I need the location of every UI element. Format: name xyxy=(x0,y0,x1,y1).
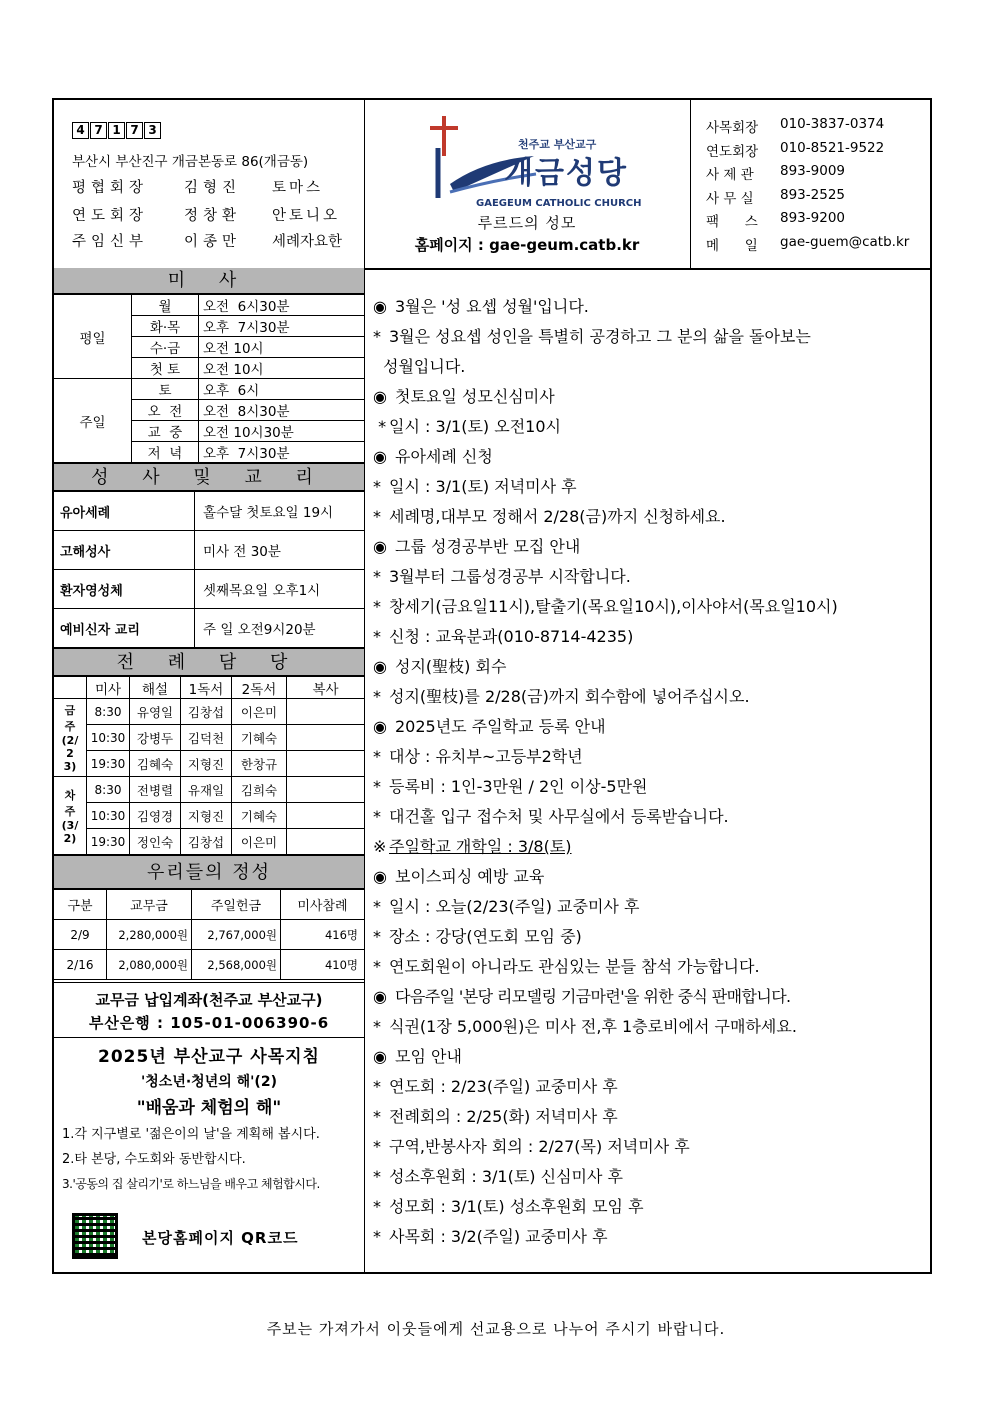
liturgy-title: 전 례 담 당 xyxy=(54,648,364,676)
weekday-label: 평일 xyxy=(54,295,132,379)
notice-bullet: ◉ xyxy=(373,537,387,556)
notice-line xyxy=(373,684,750,707)
notice-line xyxy=(373,594,838,617)
notice-heading xyxy=(373,294,589,317)
notice-line xyxy=(373,744,583,767)
bulletin-frame xyxy=(52,98,932,1274)
contact-row xyxy=(706,234,909,254)
church-name: 개금성당 xyxy=(504,156,628,191)
notice-bullet: * xyxy=(373,807,381,826)
notice-bullet: * xyxy=(373,567,381,586)
offering-date: 2/16 xyxy=(54,950,107,980)
sacraments-title: 성 사 및 교 리 xyxy=(54,463,364,491)
offering-sunday: 2,568,000원 xyxy=(192,950,281,980)
mass-day: 월 xyxy=(132,295,199,316)
notice-bullet: * xyxy=(373,897,381,916)
account-line1: 교무금 납입계좌(천주교 부산교구) xyxy=(95,991,323,1009)
liturgy-server xyxy=(287,725,365,751)
contact-value: 893-9200 xyxy=(780,210,845,226)
liturgy-time: 19:30 xyxy=(87,751,130,777)
notice-text: 일시 : 오늘(2/23(주일) 교중미사 후 xyxy=(389,897,640,916)
notice-text: 유아세례 신청 xyxy=(395,447,493,466)
notice-line xyxy=(373,1164,623,1187)
contact-value: 893-9009 xyxy=(780,163,845,179)
notice-bullet: * xyxy=(373,597,381,616)
notice-bullet: * xyxy=(373,507,381,526)
notice-text: 연도회 : 2/23(주일) 교중미사 후 xyxy=(389,1077,618,1096)
notice-text: 대건홀 입구 접수처 및 사무실에서 등록받습니다. xyxy=(389,807,729,826)
notice-line xyxy=(373,1194,644,1217)
contact-label: 사목회장 xyxy=(706,120,759,136)
notices-column xyxy=(365,268,930,1272)
mass-time: 오전 10시 xyxy=(199,358,365,379)
offering-date: 2/9 xyxy=(54,920,107,950)
mass-day: 교 중 xyxy=(132,421,199,442)
officer-row xyxy=(72,204,340,225)
notice-bullet: * xyxy=(373,627,381,646)
notice-bullet: * xyxy=(373,1017,381,1036)
liturgy-time: 19:30 xyxy=(87,829,130,855)
contact-row xyxy=(706,163,845,183)
notice-heading xyxy=(373,1044,462,1067)
notice-heading xyxy=(373,654,506,677)
sacrament-name: 유아세례 xyxy=(54,492,195,531)
sacrament-name: 고해성사 xyxy=(54,531,195,570)
sacrament-value: 주 일 오전9시20분 xyxy=(195,609,365,648)
liturgy-reading1: 지형진 xyxy=(181,803,232,829)
liturgy-reading2: 기혜숙 xyxy=(232,725,287,751)
notice-text: 등록비 : 1인-3만원 / 2인 이상-5만원 xyxy=(389,777,648,796)
header-logo xyxy=(364,100,691,268)
notice-text: 모임 안내 xyxy=(395,1047,462,1066)
account-box xyxy=(54,982,364,1038)
notice-line xyxy=(373,834,572,857)
liturgy-header: 미사 xyxy=(87,677,130,699)
pastoral-item: 1.각 지구별로 '젊은이의 날'을 계획해 봅시다. xyxy=(62,1127,320,1142)
contact-row xyxy=(706,187,845,207)
officer-role: 주임신부 xyxy=(72,234,149,250)
notice-bullet: ※ xyxy=(373,837,387,856)
liturgy-commentary: 김혜숙 xyxy=(130,751,181,777)
notice-line xyxy=(373,474,577,497)
liturgy-reading1: 김창섭 xyxy=(181,699,232,725)
sacrament-name: 예비신자 교리 xyxy=(54,609,195,648)
liturgy-commentary: 전병렬 xyxy=(130,777,181,803)
notice-bullet: * xyxy=(373,1077,381,1096)
mass-title: 미 사 xyxy=(54,268,364,294)
notice-text: 창세기(금요일11시),탈출기(목요일10시),이사야서(목요일10시) xyxy=(389,597,838,616)
left-column xyxy=(54,268,365,1272)
mass-time: 오전 8시30분 xyxy=(199,400,365,421)
liturgy-server xyxy=(287,829,365,855)
liturgy-commentary: 강병두 xyxy=(130,725,181,751)
liturgy-header: 1독서 xyxy=(181,677,232,699)
mass-time: 오후 7시30분 xyxy=(199,316,365,337)
liturgy-server xyxy=(287,751,365,777)
notice-text: 다음주일 '본당 리모델링 기금마련'을 위한 중식 판매합니다. xyxy=(395,987,791,1006)
liturgy-reading2: 이은미 xyxy=(232,699,287,725)
church-name-en: GAEGEUM CATHOLIC CHURCH xyxy=(476,198,642,209)
notice-line xyxy=(373,924,582,947)
sacrament-value: 홀수달 첫토요일 19시 xyxy=(195,492,365,531)
liturgy-reading2: 한창규 xyxy=(232,751,287,777)
account-line2: 부산은행 : 105-01-006390-6 xyxy=(88,1014,330,1032)
mass-time: 오전 10시 xyxy=(199,337,365,358)
notice-line xyxy=(373,414,561,437)
qr-label: 본당홈페이지 QR코드 xyxy=(142,1229,299,1247)
pastoral-box xyxy=(54,1038,364,1197)
patron-saint: 루르드의 성모 xyxy=(477,214,577,232)
notice-bullet: * xyxy=(373,747,381,766)
notice-bullet: * xyxy=(373,1107,381,1126)
zip-digit: 7 xyxy=(126,122,143,139)
notice-text: 성지(聖枝)를 2/28(금)까지 회수함에 넣어주십시오. xyxy=(389,687,750,706)
officer-role: 연도회장 xyxy=(72,208,149,224)
notice-line xyxy=(373,1134,690,1157)
offerings-header: 교무금 xyxy=(107,890,192,920)
notice-bullet: * xyxy=(373,1167,381,1186)
notice-bullet: * xyxy=(373,957,381,976)
notice-text: 연도회원이 아니라도 관심있는 분들 참석 가능합니다. xyxy=(389,957,760,976)
offering-attendance: 416명 xyxy=(281,920,365,950)
mass-time: 오후 7시30분 xyxy=(199,442,365,463)
notice-bullet: * xyxy=(373,1137,381,1156)
notice-bullet: ◉ xyxy=(373,867,387,886)
notice-text: 성소후원회 : 3/1(토) 신심미사 후 xyxy=(389,1167,623,1186)
liturgy-header: 해설 xyxy=(130,677,181,699)
notice-bullet: * xyxy=(373,327,381,346)
officer-row xyxy=(72,176,323,197)
mass-time: 오전 6시30분 xyxy=(199,295,365,316)
diocese-name: 천주교 부산교구 xyxy=(518,138,597,151)
liturgy-corner xyxy=(54,677,87,699)
offerings-header: 구분 xyxy=(54,890,107,920)
notice-bullet: * xyxy=(373,417,387,436)
notice-text: 식권(1장 5,000원)은 미사 전,후 1층로비에서 구매하세요. xyxy=(389,1017,797,1036)
zip-digit: 7 xyxy=(90,122,107,139)
week-label: 금주(2/23) xyxy=(54,699,87,777)
notice-text: 대상 : 유치부~고등부2학년 xyxy=(389,747,583,766)
notice-bullet: * xyxy=(373,1227,381,1246)
notice-text: 그룹 성경공부반 모집 안내 xyxy=(395,537,581,556)
zip-digit: 4 xyxy=(72,122,89,139)
liturgy-time: 8:30 xyxy=(87,699,130,725)
notice-line xyxy=(373,1074,618,1097)
notice-bullet: ◉ xyxy=(373,987,387,1006)
offerings-header: 주일헌금 xyxy=(192,890,281,920)
zip-digit: 3 xyxy=(144,122,161,139)
notice-text: 2025년도 주일학교 등록 안내 xyxy=(395,717,606,736)
liturgy-time: 10:30 xyxy=(87,803,130,829)
contact-label: 메 일 xyxy=(706,238,758,254)
notice-text: 3월부터 그룹성경공부 시작합니다. xyxy=(389,567,631,586)
contact-value: 893-2525 xyxy=(780,187,845,203)
homepage-link[interactable]: 홈페이지 : gae-geum.catb.kr xyxy=(414,236,640,254)
notice-line xyxy=(373,504,726,527)
notice-bullet: ◉ xyxy=(373,717,387,736)
notice-line xyxy=(373,1104,618,1127)
liturgy-commentary: 김영경 xyxy=(130,803,181,829)
contact-row xyxy=(706,116,884,136)
notice-bullet: * xyxy=(373,687,381,706)
contacts xyxy=(690,100,930,268)
liturgy-server xyxy=(287,803,365,829)
offering-sunday: 2,767,000원 xyxy=(192,920,281,950)
offering-dues: 2,080,000원 xyxy=(107,950,192,980)
contact-row xyxy=(706,210,845,230)
sacraments-table xyxy=(54,491,364,648)
mass-day: 수·금 xyxy=(132,337,199,358)
liturgy-reading1: 지형진 xyxy=(181,751,232,777)
liturgy-reading2: 이은미 xyxy=(232,829,287,855)
officer-name: 이종만 xyxy=(184,234,242,250)
notice-bullet: * xyxy=(373,777,381,796)
sacrament-name: 환자영성체 xyxy=(54,570,195,609)
notice-heading xyxy=(373,384,555,407)
notice-text: 성지(聖枝) 회수 xyxy=(395,657,507,676)
pastoral-subtitle: '청소년·청년의 해'(2) xyxy=(141,1074,277,1090)
notice-line xyxy=(373,894,639,917)
pastoral-title: 2025년 부산교구 사목지침 xyxy=(98,1047,320,1067)
notice-line xyxy=(373,564,631,587)
notice-line xyxy=(373,354,465,377)
notice-text: 주일학교 개학일 : 3/8(토) xyxy=(389,837,572,856)
contact-value[interactable]: gae-guem@catb.kr xyxy=(780,234,910,250)
officer-row xyxy=(72,230,342,251)
officer-baptism: 세례자요한 xyxy=(272,234,343,250)
mass-day: 화·목 xyxy=(132,316,199,337)
offerings-header: 미사참례 xyxy=(281,890,365,920)
notice-text: 장소 : 강당(연도회 모임 중) xyxy=(389,927,582,946)
liturgy-header: 복사 xyxy=(287,677,365,699)
liturgy-reading1: 김덕천 xyxy=(181,725,232,751)
cross-bar xyxy=(430,126,458,130)
sacrament-value: 셋째목요일 오후1시 xyxy=(195,570,365,609)
contact-label: 팩 스 xyxy=(706,214,758,230)
offerings-title: 우리들의 정성 xyxy=(54,855,364,889)
notice-text: 신청 : 교육분과(010-8714-4235) xyxy=(389,627,634,646)
notice-text: 일시 : 3/1(토) 오전10시 xyxy=(389,417,561,436)
qr-code-icon[interactable] xyxy=(72,1213,118,1259)
notice-text: 사목회 : 3/2(주일) 교중미사 후 xyxy=(389,1227,608,1246)
notice-bullet: ◉ xyxy=(373,447,387,466)
officer-baptism: 토마스 xyxy=(272,180,324,196)
notice-text: 전례회의 : 2/25(화) 저녁미사 후 xyxy=(389,1107,618,1126)
notice-line xyxy=(373,1014,797,1037)
mass-day: 저 녁 xyxy=(132,442,199,463)
notice-text: 3월은 성요셉 성인을 특별히 공경하고 그 분의 삶을 돌아보는 xyxy=(389,327,811,346)
contact-label: 연도회장 xyxy=(706,144,759,160)
notice-text: 세례명,대부모 정해서 2/28(금)까지 신청하세요. xyxy=(389,507,726,526)
officer-name: 정창환 xyxy=(184,208,242,224)
notice-heading xyxy=(373,714,606,737)
notice-line xyxy=(373,774,648,797)
notice-line xyxy=(373,324,811,347)
mass-day: 첫 토 xyxy=(132,358,199,379)
contact-label: 사 무 실 xyxy=(706,191,754,207)
notice-bullet: ◉ xyxy=(373,1047,387,1066)
header xyxy=(54,100,930,270)
mass-time: 오전 10시30분 xyxy=(199,421,365,442)
footer-note: 주보는 가져가서 이웃들에게 선교용으로 나누어 주시기 바랍니다. xyxy=(266,1320,726,1338)
mass-time: 오후 6시 xyxy=(199,379,365,400)
notice-text: 성모회 : 3/1(토) 성소후원회 모임 후 xyxy=(389,1197,644,1216)
liturgy-table xyxy=(54,676,364,855)
offering-attendance: 410명 xyxy=(281,950,365,980)
liturgy-commentary: 정인숙 xyxy=(130,829,181,855)
pastoral-item: 3.'공동의 집 살리기'로 하느님을 배우고 체험합시다. xyxy=(62,1177,320,1191)
liturgy-header: 2독서 xyxy=(232,677,287,699)
notice-heading xyxy=(373,864,544,887)
liturgy-server xyxy=(287,777,365,803)
liturgy-reading1: 김창섭 xyxy=(181,829,232,855)
notice-text: 성월입니다. xyxy=(383,357,466,376)
notice-text: 일시 : 3/1(토) 저녁미사 후 xyxy=(389,477,577,496)
sacrament-value: 미사 전 30분 xyxy=(195,531,365,570)
pastoral-item: 2.타 본당, 수도회와 동반합시다. xyxy=(62,1152,246,1167)
mass-day: 오 전 xyxy=(132,400,199,421)
church-logo xyxy=(424,106,654,216)
pastoral-motto: "배움과 체험의 해" xyxy=(136,1098,282,1118)
contact-value: 010-8521-9522 xyxy=(780,140,885,156)
contact-label: 사 제 관 xyxy=(706,167,754,183)
address: 부산시 부산진구 개금본동로 86(개금동) xyxy=(72,154,309,170)
offering-dues: 2,280,000원 xyxy=(107,920,192,950)
notice-text: 첫토요일 성모신심미사 xyxy=(395,387,555,406)
liturgy-reading1: 유재일 xyxy=(181,777,232,803)
contact-row xyxy=(706,140,884,160)
notice-line xyxy=(373,624,633,647)
notice-bullet: ◉ xyxy=(373,657,387,676)
liturgy-time: 10:30 xyxy=(87,725,130,751)
zip-digit: 1 xyxy=(108,122,125,139)
mass-day: 토 xyxy=(132,379,199,400)
liturgy-time: 8:30 xyxy=(87,777,130,803)
notice-bullet: * xyxy=(373,477,381,496)
notice-bullet: * xyxy=(373,1197,381,1216)
notice-heading xyxy=(373,444,493,467)
mass-table xyxy=(54,294,364,463)
officer-role: 평협회장 xyxy=(72,180,149,196)
notice-bullet: ◉ xyxy=(373,297,387,316)
liturgy-reading2: 기혜숙 xyxy=(232,803,287,829)
notice-bullet: * xyxy=(373,927,381,946)
officer-name: 김형진 xyxy=(184,180,242,196)
sunday-label: 주일 xyxy=(54,379,132,463)
liturgy-reading2: 김희숙 xyxy=(232,777,287,803)
notice-bullet: ◉ xyxy=(373,387,387,406)
notice-text: 구역,반봉사자 회의 : 2/27(목) 저녁미사 후 xyxy=(389,1137,690,1156)
offerings-table xyxy=(54,889,364,980)
header-left xyxy=(54,100,365,268)
contact-value: 010-3837-0374 xyxy=(780,116,885,132)
notice-text: 3월은 '성 요셉 성월'입니다. xyxy=(395,297,589,316)
liturgy-server xyxy=(287,699,365,725)
notice-heading xyxy=(373,534,580,557)
notice-line xyxy=(373,954,760,977)
week-label: 차주(3/2) xyxy=(54,777,87,855)
notice-text: 보이스피싱 예방 교육 xyxy=(395,867,545,886)
notice-line xyxy=(373,1224,608,1247)
zip-code xyxy=(72,122,161,139)
notice-heading xyxy=(373,984,791,1007)
liturgy-commentary: 유영일 xyxy=(130,699,181,725)
officer-baptism: 안토니오 xyxy=(272,208,341,224)
notice-line xyxy=(373,804,729,827)
